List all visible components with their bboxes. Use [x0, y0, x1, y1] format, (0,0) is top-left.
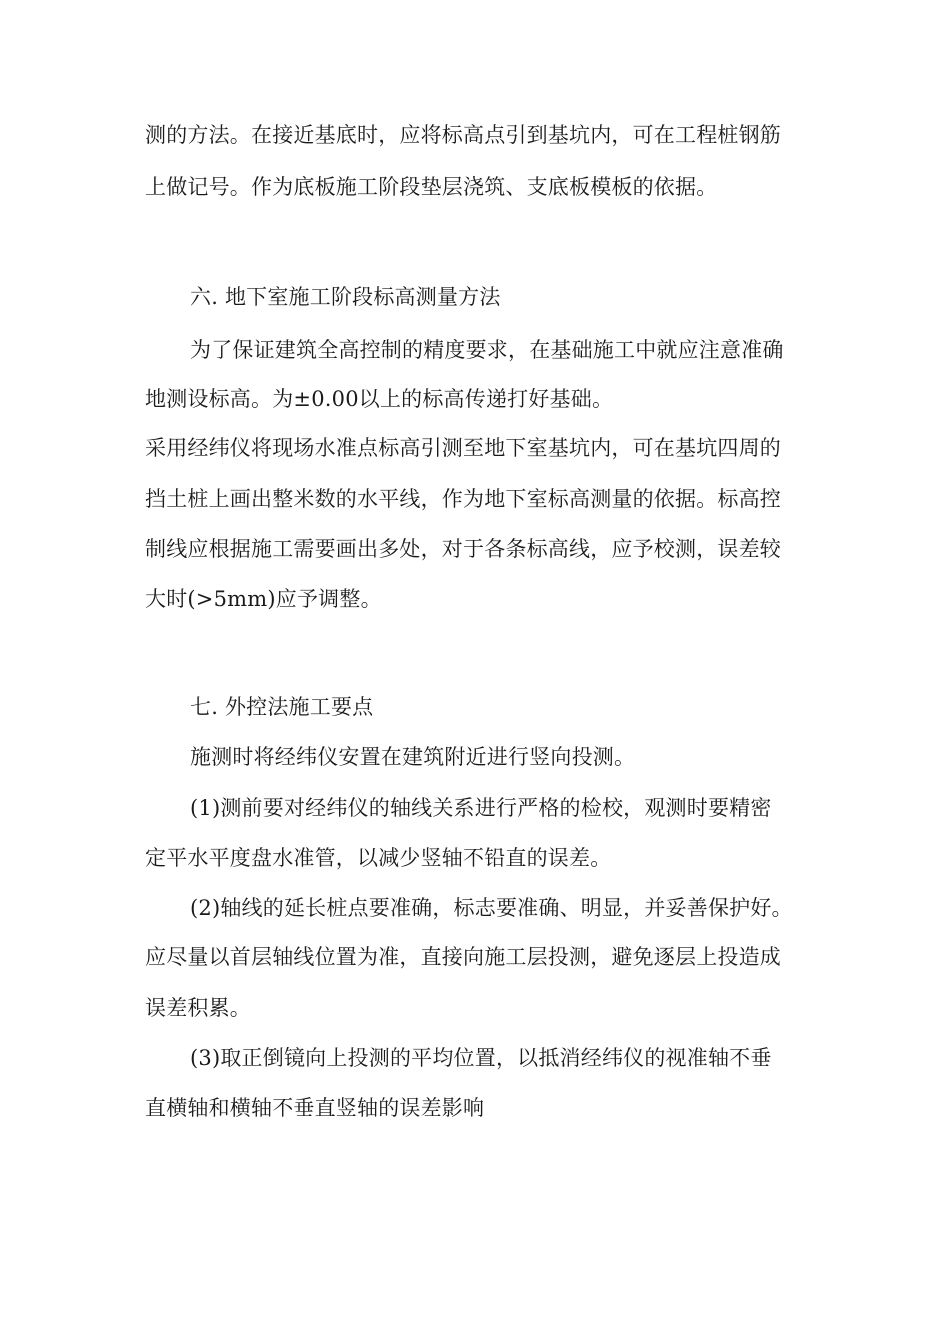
section7-item2-line-2: 应尽量以首层轴线位置为准，直接向施工层投测，避免逐层上投造成: [145, 945, 781, 969]
section7-heading: 七. 外控法施工要点: [190, 695, 374, 719]
section6-p2-line-3: 制线应根据施工需要画出多处，对于各条标高线，应予校测，误差较: [145, 537, 781, 561]
section6-p2-line-2: 挡土桩上画出整米数的水平线，作为地下室标高测量的依据。标高控: [145, 487, 781, 511]
intro-line-2: 上做记号。作为底板施工阶段垫层浇筑、支底板模板的依据。: [145, 175, 718, 199]
section6-p2-line-1: 采用经纬仪将现场水准点标高引测至地下室基坑内，可在基坑四周的: [145, 436, 781, 460]
section7-item3-line-2: 直横轴和横轴不垂直竖轴的误差影响: [145, 1096, 485, 1120]
section6-heading: 六. 地下室施工阶段标高测量方法: [190, 285, 501, 309]
section7-item2-line-1: (2)轴线的延长桩点要准确，标志要准确、明显，并妥善保护好。: [190, 896, 793, 920]
intro-line-1: 测的方法。在接近基底时，应将标高点引到基坑内，可在工程桩钢筋: [145, 123, 781, 147]
section6-p1-line-2: 地测设标高。为±0.00以上的标高传递打好基础。: [145, 387, 614, 411]
section6-p1-line-1: 为了保证建筑全高控制的精度要求，在基础施工中就应注意准确: [190, 338, 784, 362]
section6-p2-line-4: 大时(>5mm)应予调整。: [145, 587, 382, 611]
section7-item3-line-1: (3)取正倒镜向上投测的平均位置，以抵消经纬仪的视准轴不垂: [190, 1046, 772, 1070]
section7-p1: 施测时将经纬仪安置在建筑附近进行竖向投测。: [190, 745, 636, 769]
section7-item1-line-2: 定平水平度盘水准管，以减少竖轴不铅直的误差。: [145, 846, 612, 870]
section7-item1-line-1: (1)测前要对经纬仪的轴线关系进行严格的检校，观测时要精密: [190, 796, 772, 820]
section7-item2-line-3: 误差积累。: [145, 996, 251, 1020]
